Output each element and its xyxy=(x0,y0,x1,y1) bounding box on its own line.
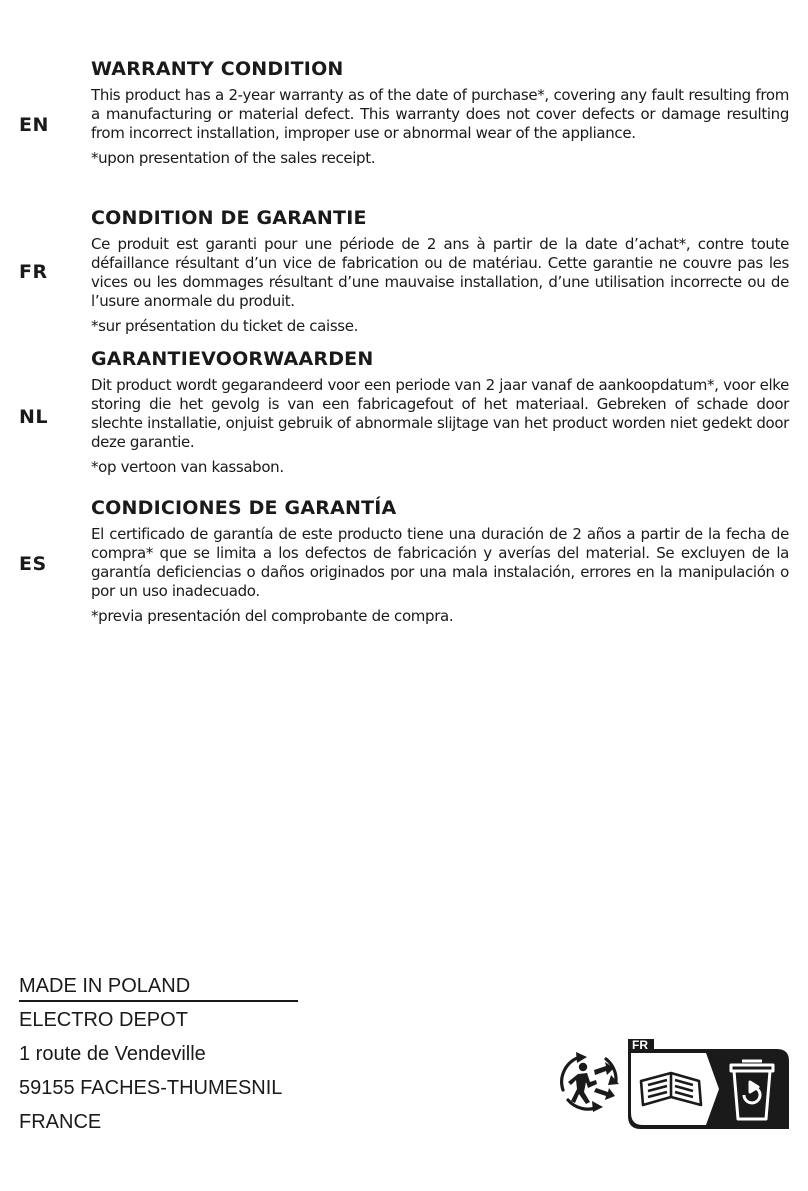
country-name: FRANCE xyxy=(19,1111,102,1133)
language-code-nl: NL xyxy=(19,406,49,428)
language-code-es: ES xyxy=(19,553,47,575)
section-title-nl: GARANTIEVOORWAARDEN xyxy=(91,348,374,370)
country-tag-text: FR xyxy=(632,1038,648,1052)
language-code-fr: FR xyxy=(19,261,48,283)
section-title-es: CONDICIONES DE GARANTÍA xyxy=(91,497,397,519)
city-postcode: 59155 FACHES-THUMESNIL xyxy=(19,1077,283,1099)
language-code-en: EN xyxy=(19,114,49,136)
made-in-label: MADE IN POLAND xyxy=(19,972,298,1002)
section-note-nl: *op vertoon van kassabon. xyxy=(91,458,284,476)
section-text-nl: Dit product wordt gegarandeerd voor een periode van 2 jaar vanaf de aankoopdatum*, voor elke storing die het gevolg is van een fabricagefout of het materiaal. Gebreken of schade door slechte installatie, onjuist gebruik of abnormale slijtage van het product worden niet gedekt door deze garantie. xyxy=(91,376,789,451)
section-title-en: WARRANTY CONDITION xyxy=(91,58,344,80)
section-title-fr: CONDITION DE GARANTIE xyxy=(91,207,367,229)
made-in-line xyxy=(19,972,298,1006)
section-fr-body xyxy=(91,205,789,336)
section-en-body xyxy=(91,56,789,168)
section-es-body xyxy=(91,495,789,626)
section-text-es: El certificado de garantía de este producto tiene una duración de 2 años a partir de la fecha de compra* que se limita a los defectos de fabricación y averías del material. Se excluyen de la garantía deficiencias o daños originados por una mala instalación, errores en la manipulación o por un uso inadecuado. xyxy=(91,525,789,600)
section-note-en: *upon presentation of the sales receipt. xyxy=(91,149,376,167)
section-note-fr: *sur présentation du ticket de caisse. xyxy=(91,317,359,335)
section-text-fr: Ce produit est garanti pour une période de 2 ans à partir de la date d’achat*, contre toute défaillance résultant d’un vice de fabrication ou de matériau. Cette garantie ne couvre pas les vices ou les dommages résultant d’une mauvaise installation, d’une utilisation incorrecte ou de l’usure anormale du produit. xyxy=(91,235,789,310)
company-name: ELECTRO DEPOT xyxy=(19,1009,188,1031)
manufacturer-address xyxy=(19,972,298,1142)
street-address: 1 route de Vendeville xyxy=(19,1043,206,1065)
section-nl-body xyxy=(91,346,789,477)
section-text-en: This product has a 2-year warranty as of the date of purchase*, covering any fault resulting from a manufacturing or material defect. This warranty does not cover defects or damage resulting from incorrect installation, improper use or abnormal wear of the appliance. xyxy=(91,86,789,142)
triman-recycle-icon xyxy=(556,1048,622,1114)
triman-fr-badge xyxy=(627,1037,791,1131)
section-note-es: *previa presentación del comprobante de compra. xyxy=(91,607,454,625)
